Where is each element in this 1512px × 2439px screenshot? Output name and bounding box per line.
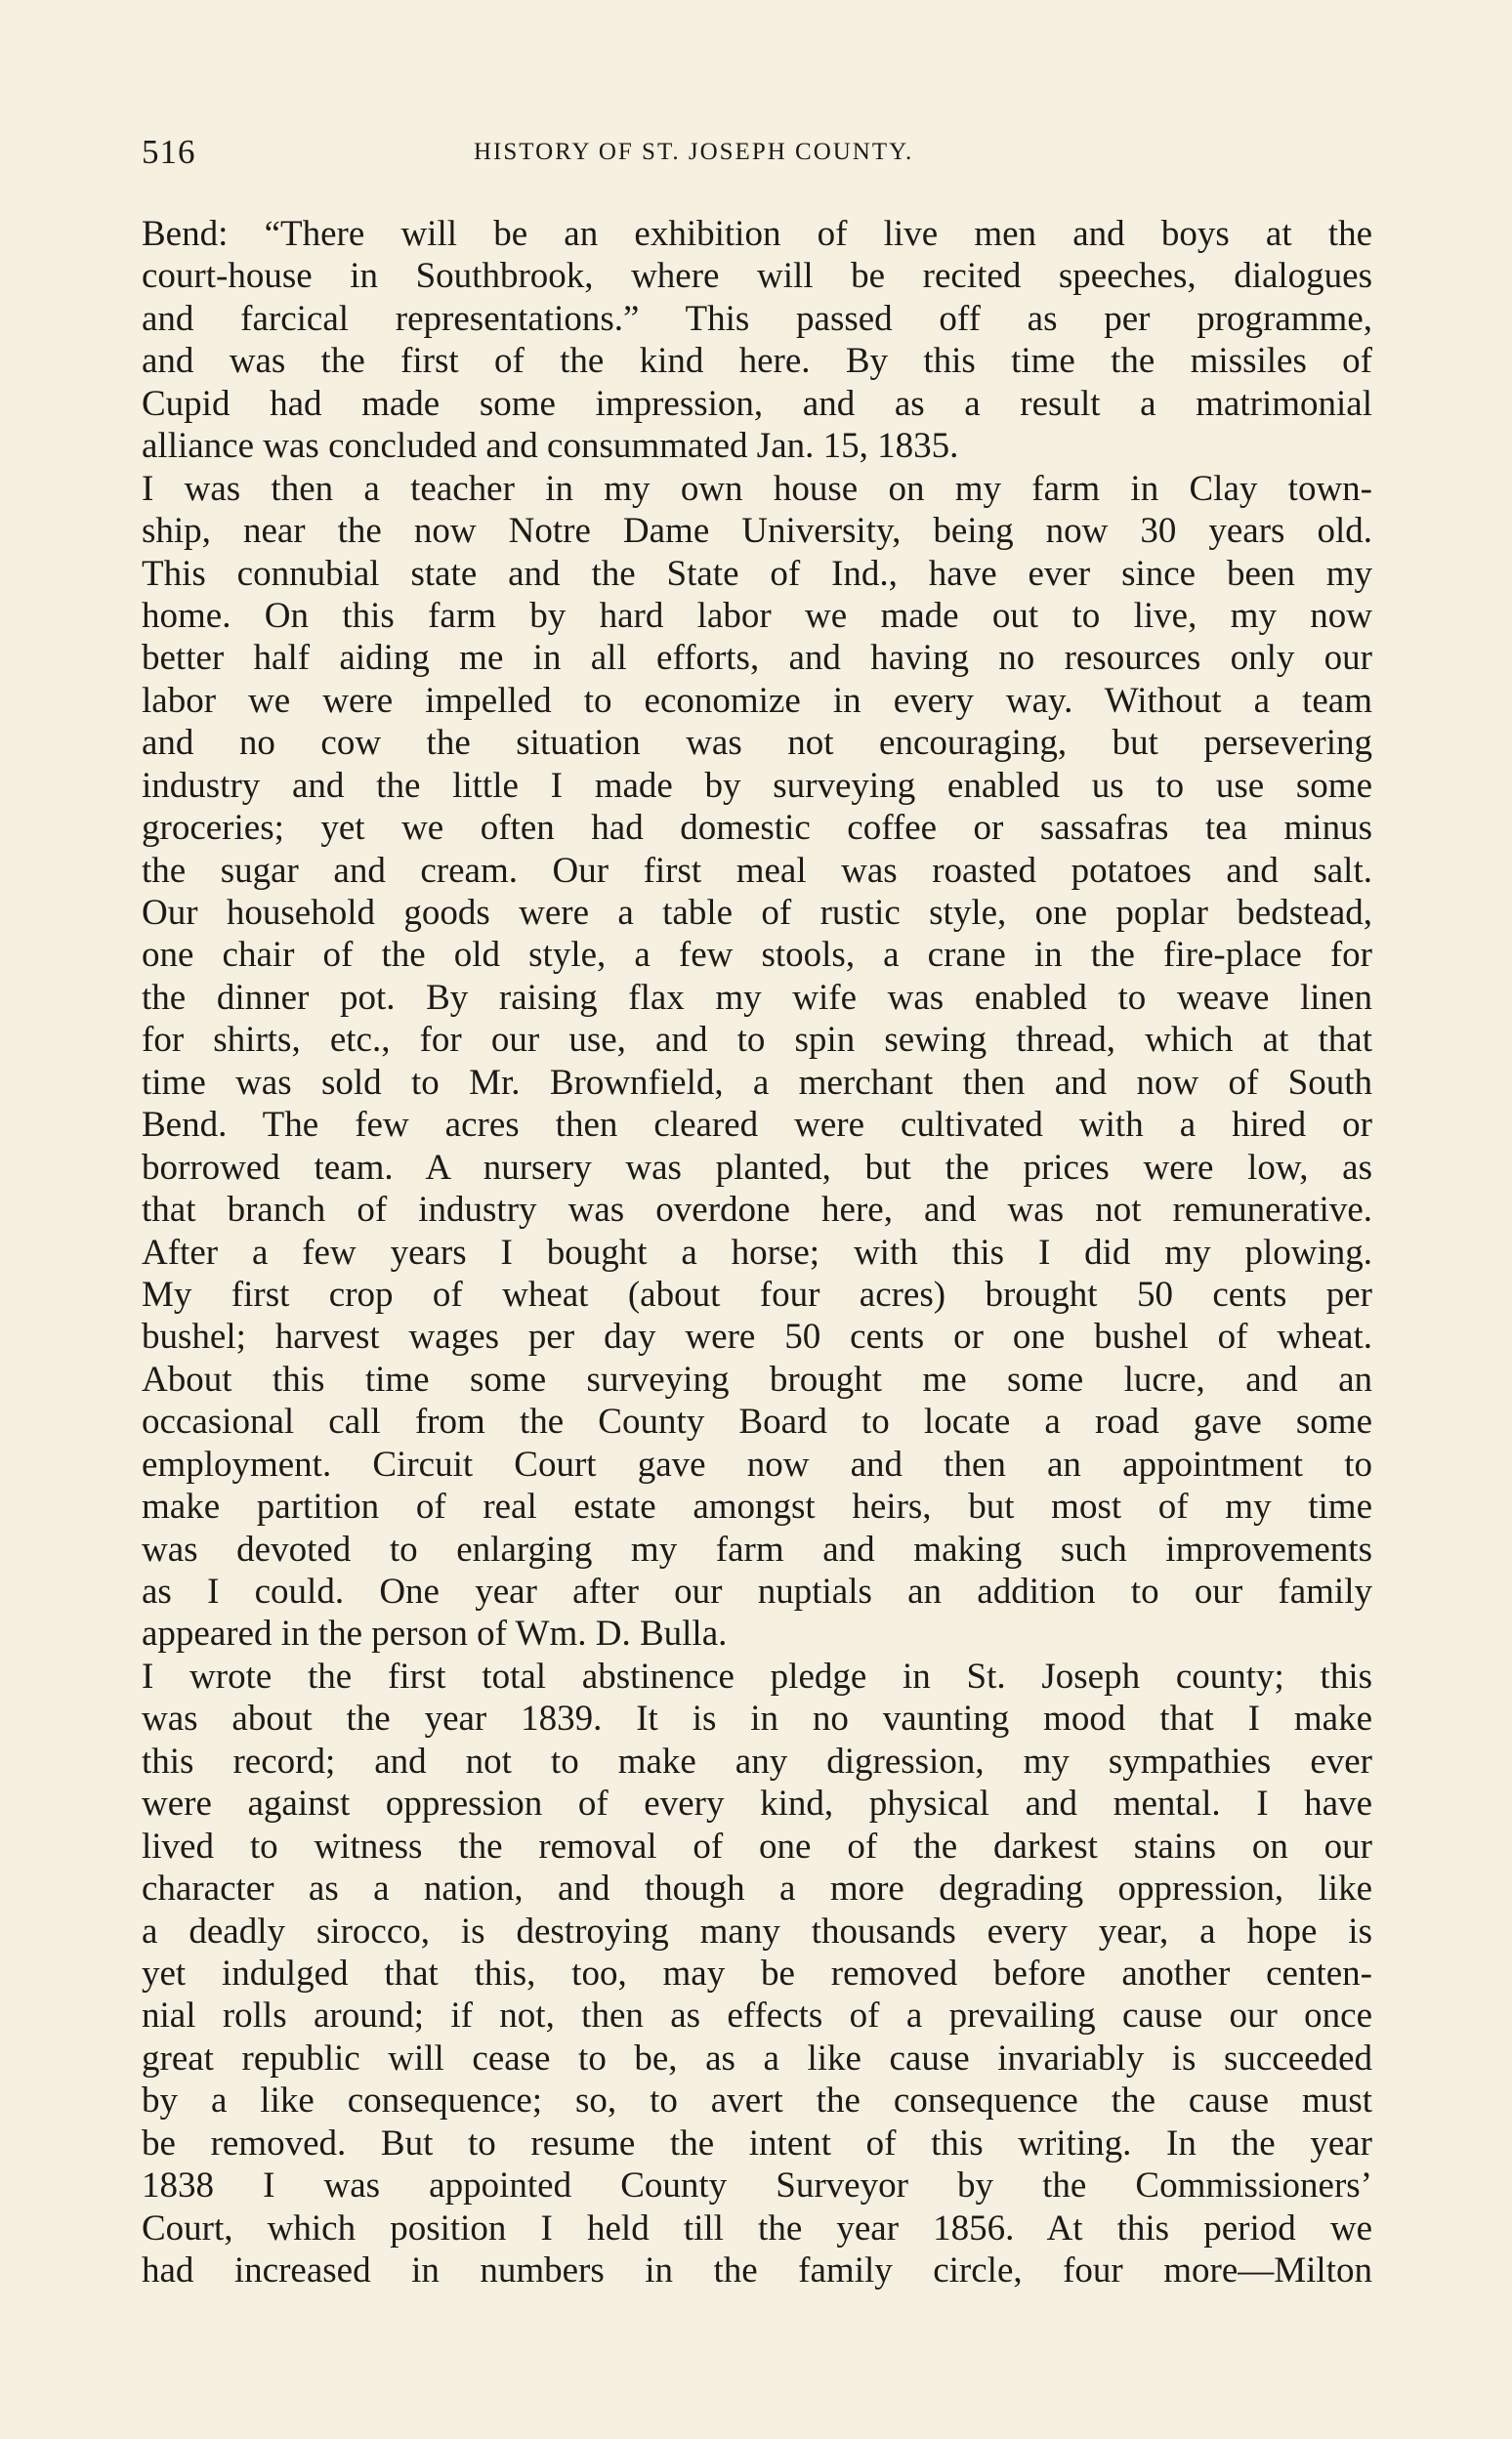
text-line: groceries; yet we often had domestic coffee or sassafras tea minus bbox=[142, 808, 1372, 849]
text-line: character as a nation, and though a more degrading oppression, like bbox=[142, 1869, 1372, 1910]
text-line: the dinner pot. By raising flax my wife was enabled to weave linen bbox=[142, 977, 1372, 1018]
text-line: time was sold to Mr. Brownfield, a merchant then and now of South bbox=[142, 1062, 1372, 1103]
text-line: lived to witness the removal of one of the darkest stains on our bbox=[142, 1826, 1372, 1867]
text-line: Bend: “There will be an exhibition of live men and boys at the bbox=[142, 214, 1372, 254]
text-line: Court, which position I held till the year 1856. At this period we bbox=[142, 2208, 1372, 2249]
text-line: and was the first of the kind here. By this time the missiles of bbox=[142, 341, 1372, 382]
running-head bbox=[142, 133, 1372, 182]
text-line: bushel; harvest wages per day were 50 cents or one bushel of wheat. bbox=[142, 1317, 1372, 1358]
text-line: better half aiding me in all efforts, and having no resources only our bbox=[142, 638, 1372, 679]
text-line: 1838 I was appointed County Surveyor by the Commissioners’ bbox=[142, 2166, 1372, 2207]
text-line: After a few years I bought a horse; with this I did my plowing. bbox=[142, 1232, 1372, 1273]
text-line: as I could. One year after our nuptials an addition to our family bbox=[142, 1572, 1372, 1612]
text-line: one chair of the old style, a few stools, a crane in the fire-place for bbox=[142, 935, 1372, 976]
text-line: be removed. But to resume the intent of this writing. In the year bbox=[142, 2123, 1372, 2164]
text-line: alliance was concluded and consummated Jan. 15, 1835. bbox=[142, 426, 959, 467]
body-text bbox=[142, 213, 1372, 2292]
text-line: by a like consequence; so, to avert the consequence the cause must bbox=[142, 2081, 1372, 2122]
text-line: make partition of real estate amongst heirs, but most of my time bbox=[142, 1487, 1372, 1528]
text-line: About this time some surveying brought me some lucre, and an bbox=[142, 1359, 1372, 1400]
text-line: industry and the little I made by surveying enabled us to use some bbox=[142, 765, 1372, 806]
text-line: this record; and not to make any digression, my sympathies ever bbox=[142, 1741, 1372, 1782]
text-line: employment. Circuit Court gave now and then an appointment to bbox=[142, 1444, 1372, 1485]
text-line: nial rolls around; if not, then as effects of a prevailing cause our once bbox=[142, 1996, 1372, 2037]
text-line: Our household goods were a table of rustic style, one poplar bedstead, bbox=[142, 893, 1372, 933]
text-line: for shirts, etc., for our use, and to spin sewing thread, which at that bbox=[142, 1020, 1372, 1061]
text-line: labor we were impelled to economize in every way. Without a team bbox=[142, 680, 1372, 721]
text-line: great republic will cease to be, as a like cause invariably is succeeded bbox=[142, 2038, 1372, 2079]
text-line: appeared in the person of Wm. D. Bulla. bbox=[142, 1614, 728, 1655]
text-line: was devoted to enlarging my farm and making such improvements bbox=[142, 1529, 1372, 1570]
running-title: HISTORY OF ST. JOSEPH COUNTY. bbox=[474, 139, 914, 165]
text-line: a deadly sirocco, is destroying many thousands every year, a hope is bbox=[142, 1911, 1372, 1952]
text-line: borrowed team. A nursery was planted, but the prices were low, as bbox=[142, 1147, 1372, 1188]
text-line: ship, near the now Notre Dame University, being now 30 years old. bbox=[142, 511, 1372, 552]
text-line: yet indulged that this, too, may be removed before another centen- bbox=[142, 1953, 1372, 1994]
text-line: I wrote the first total abstinence pledge in St. Joseph county; this bbox=[142, 1656, 1372, 1697]
text-line: I was then a teacher in my own house on my farm in Clay town- bbox=[142, 468, 1372, 509]
text-line: Bend. The few acres then cleared were cultivated with a hired or bbox=[142, 1105, 1372, 1146]
text-line: the sugar and cream. Our first meal was roasted potatoes and salt. bbox=[142, 850, 1372, 891]
text-line: were against oppression of every kind, physical and mental. I have bbox=[142, 1784, 1372, 1825]
text-line: court-house in Southbrook, where will be recited speeches, dialogues bbox=[142, 256, 1372, 297]
text-line: This connubial state and the State of Ind., have ever since been my bbox=[142, 553, 1372, 594]
text-line: My first crop of wheat (about four acres) brought 50 cents per bbox=[142, 1274, 1372, 1315]
text-line: and no cow the situation was not encouraging, but persevering bbox=[142, 723, 1372, 764]
text-line: was about the year 1839. It is in no vaunting mood that I make bbox=[142, 1699, 1372, 1740]
text-line: and farcical representations.” This passed off as per programme, bbox=[142, 298, 1372, 339]
text-line: Cupid had made some impression, and as a result a matrimonial bbox=[142, 383, 1372, 424]
text-line: occasional call from the County Board to locate a road gave some bbox=[142, 1402, 1372, 1443]
text-line: had increased in numbers in the family circle, four more—Milton bbox=[142, 2250, 1372, 2291]
page-number: 516 bbox=[142, 133, 196, 171]
text-line: home. On this farm by hard labor we made out to live, my now bbox=[142, 595, 1372, 636]
text-line: that branch of industry was overdone here, and was not remunerative. bbox=[142, 1190, 1372, 1231]
